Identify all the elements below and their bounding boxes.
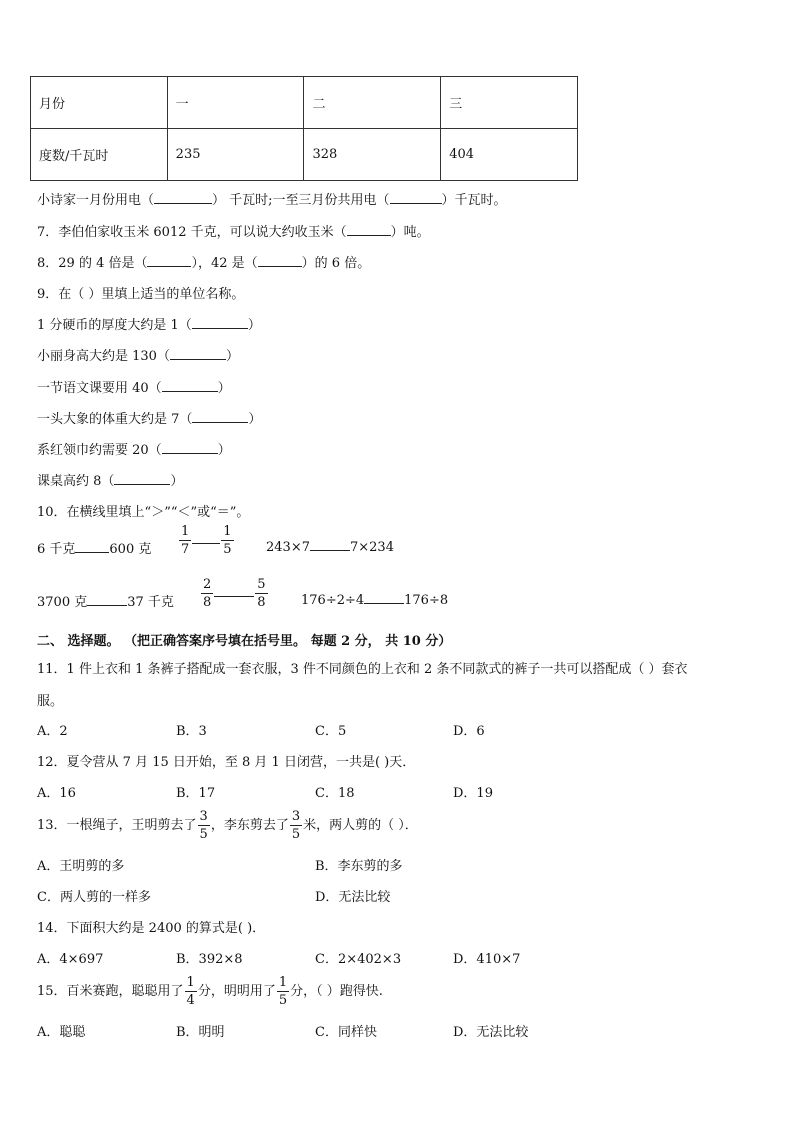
q10-title: 10．在横线里填上“＞”“＜”或“＝”。: [37, 505, 250, 520]
numerator: 5: [257, 577, 266, 592]
option-b[interactable]: B．17: [176, 786, 216, 801]
answer-blank[interactable]: [390, 191, 442, 204]
answer-blank[interactable]: [114, 472, 170, 485]
q10-compare-c: [266, 538, 394, 555]
answer-blank[interactable]: [170, 347, 226, 360]
text: ） 千瓦时;一至三月份共用电（: [212, 193, 390, 208]
text: 13．一根绳子，王明剪去了: [37, 818, 197, 833]
answer-blank[interactable]: [87, 593, 127, 606]
q6-line: [37, 189, 507, 208]
text: 7．李伯伯家收玉米 6012 千克，可以说大约收玉米（: [37, 225, 347, 240]
q9-item: [37, 408, 261, 427]
option-c[interactable]: C．同样快: [315, 1025, 377, 1040]
text: 一头大象的体重大约是 7（: [37, 412, 193, 427]
numerator: 2: [203, 577, 212, 592]
fraction: [198, 810, 210, 841]
answer-blank[interactable]: [162, 441, 218, 454]
q13-text: [37, 810, 418, 841]
answer-blank[interactable]: [214, 584, 254, 597]
q12-text: 12．夏令营从 7 月 15 日开始，至 8 月 1 日闭营，一共是( )天．: [37, 755, 416, 770]
answer-blank[interactable]: [310, 538, 350, 551]
text: 分，（ ）跑得快.: [290, 984, 383, 999]
denominator: 4: [186, 993, 195, 1008]
numerator: 1: [223, 524, 232, 539]
text: 8．29 的 4 倍是（: [37, 256, 148, 271]
option-d[interactable]: D．6: [453, 724, 485, 739]
q9-title: 9．在（ ）里填上适当的单位名称。: [37, 287, 245, 302]
text: ）吨。: [390, 225, 430, 240]
q10-compare-e: [200, 578, 269, 609]
text: 系红领巾约需要 20（: [37, 443, 162, 458]
text: ）: [217, 381, 231, 396]
option-c[interactable]: C．5: [315, 724, 347, 739]
denominator: 7: [181, 542, 190, 557]
numerator: 1: [278, 975, 288, 990]
numerator: 1: [186, 975, 195, 990]
q11-text: 11．1 件上衣和 1 条裤子搭配成一套衣服，3 件不同颜色的上衣和 2 条不同款式的裤子一共可以搭配成（ ）套衣: [37, 662, 688, 677]
text: ）: [248, 412, 262, 427]
text: 6 千克: [37, 542, 76, 557]
electricity-usage-table: [30, 76, 578, 181]
section-heading: 二、 选择题。 （把正确答案序号填在括号里。 每题 2 分， 共 10 分）: [37, 634, 452, 649]
answer-blank[interactable]: [192, 316, 248, 329]
text: ），42 是（: [191, 256, 258, 271]
text: 一节语文课要用 40（: [37, 381, 162, 396]
text: 米，两人剪的（ ）．: [303, 818, 418, 833]
text: ，李东剪去了: [210, 818, 289, 833]
option-d[interactable]: D．无法比较: [315, 890, 391, 905]
numerator: 3: [199, 809, 208, 824]
option-d[interactable]: D．无法比较: [453, 1025, 529, 1040]
option-c[interactable]: C．18: [315, 786, 355, 801]
text: ）: [170, 474, 184, 489]
numerator: 1: [181, 524, 190, 539]
option-a[interactable]: A．王明剪的多: [37, 859, 125, 874]
q9-item: [37, 345, 239, 364]
q10-compare-a: [37, 538, 151, 557]
table-cell: 度数/千瓦时: [31, 129, 168, 181]
option-a[interactable]: A．4×697: [37, 952, 104, 967]
text: 176÷2÷4: [301, 593, 365, 608]
fraction: [185, 976, 197, 1007]
table-cell: 一: [167, 77, 304, 129]
text: 3700 克: [37, 595, 88, 610]
table-cell: 235: [167, 129, 304, 181]
text: ）: [225, 349, 239, 364]
denominator: 5: [223, 542, 232, 557]
q15-text: [37, 976, 383, 1007]
fraction: [221, 525, 233, 556]
denominator: 5: [199, 827, 208, 842]
q11-text-cont: 服。: [37, 694, 64, 709]
denominator: 8: [257, 595, 266, 610]
fraction: [201, 578, 213, 609]
option-c[interactable]: C．两人剪的一样多: [37, 890, 151, 905]
option-b[interactable]: B．李东剪的多: [315, 859, 403, 874]
answer-blank[interactable]: [192, 410, 248, 423]
q9-item: [37, 470, 183, 489]
text: 1 分硬币的厚度大约是 1（: [37, 318, 192, 333]
text: 分，明明用了: [197, 984, 276, 999]
table-row: [31, 77, 578, 129]
table-cell: 月份: [31, 77, 168, 129]
q8-line: [37, 252, 370, 271]
option-a[interactable]: A．2: [37, 724, 68, 739]
fraction: [255, 578, 267, 609]
option-c[interactable]: C．2×402×3: [315, 952, 402, 967]
option-b[interactable]: B．392×8: [176, 952, 243, 967]
table-cell: 二: [304, 77, 441, 129]
option-a[interactable]: A．聪聪: [37, 1025, 86, 1040]
option-b[interactable]: B．3: [176, 724, 207, 739]
text: 37 千克: [127, 595, 174, 610]
q10-compare-d: [37, 591, 174, 610]
answer-blank[interactable]: [364, 591, 404, 604]
text: 176÷8: [404, 593, 449, 608]
q10-compare-b: [178, 525, 235, 556]
text: ）: [217, 443, 231, 458]
numerator: 3: [291, 809, 301, 824]
answer-blank[interactable]: [192, 531, 220, 544]
text: ）的 6 倍。: [301, 256, 371, 271]
text: ）千瓦时。: [441, 193, 507, 208]
answer-blank[interactable]: [162, 379, 218, 392]
text: 小诗家一月份用电（: [37, 193, 155, 208]
denominator: 5: [278, 993, 288, 1008]
fraction: [179, 525, 191, 556]
q9-item: [37, 314, 261, 333]
table-cell: 328: [304, 129, 441, 181]
option-d[interactable]: D．410×7: [453, 952, 521, 967]
option-a[interactable]: A．16: [37, 786, 76, 801]
text: ）: [247, 318, 261, 333]
text: 7×234: [349, 540, 394, 555]
fraction: [277, 976, 289, 1007]
text: 600 克: [109, 542, 152, 557]
option-b[interactable]: B．明明: [176, 1025, 225, 1040]
text: 243×7: [266, 540, 310, 555]
denominator: 8: [203, 595, 212, 610]
q9-item: [37, 377, 231, 396]
answer-blank[interactable]: [75, 540, 109, 553]
option-d[interactable]: D．19: [453, 786, 493, 801]
answer-blank[interactable]: [147, 254, 191, 267]
q7-line: [37, 221, 430, 240]
fraction: [290, 810, 302, 841]
answer-blank[interactable]: [347, 223, 391, 236]
text: 小丽身高大约是 130（: [37, 349, 170, 364]
q9-item: [37, 439, 231, 458]
answer-blank[interactable]: [154, 191, 212, 204]
denominator: 5: [291, 827, 301, 842]
q14-text: 14．下面积大约是 2400 的算式是( )．: [37, 921, 266, 936]
q10-compare-f: [301, 591, 448, 608]
table-cell: 三: [441, 77, 578, 129]
text: 15．百米赛跑，聪聪用了: [37, 984, 184, 999]
table-cell: 404: [441, 129, 578, 181]
answer-blank[interactable]: [258, 254, 302, 267]
text: 课桌高约 8（: [37, 474, 115, 489]
table-row: [31, 129, 578, 181]
